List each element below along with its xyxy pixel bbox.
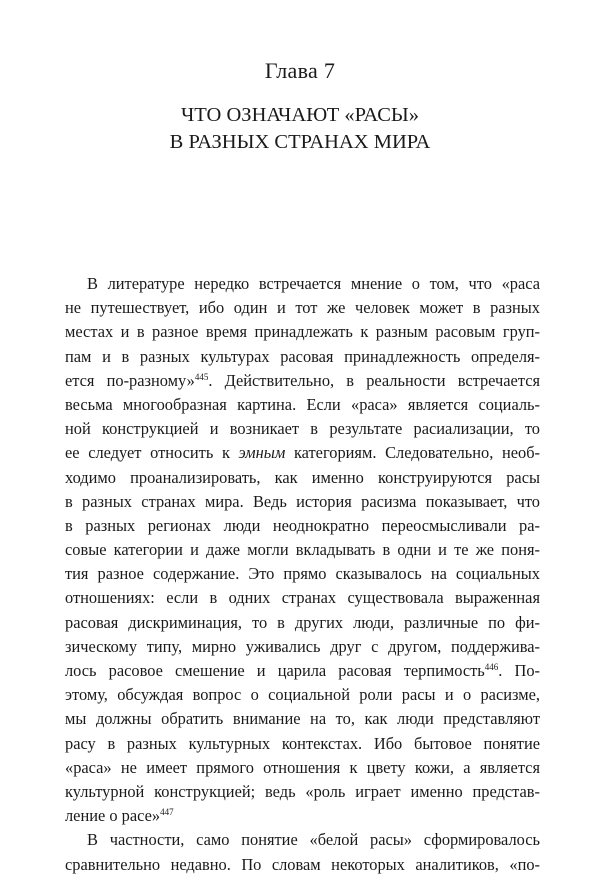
text-line: ходимо проанализировать, как именно конструируются расы	[65, 467, 540, 487]
text-line: совые категории и даже могли вкладывать в одни и те же поня-	[65, 540, 540, 560]
footnote-ref-446[interactable]: 446	[484, 662, 499, 672]
text-line: в разных странах мира. Ведь история расизма показывает, что	[65, 491, 540, 511]
text-line: местах и в разное время принадлежать к разным расовым груп-	[65, 322, 540, 342]
text-line	[65, 659, 540, 683]
text-line	[65, 441, 540, 465]
chapter-number: Глава 7	[264, 58, 336, 83]
text-segment: категориям. Следовательно, необ-	[285, 443, 540, 463]
text-segment: . Действительно, в реальности встречается	[208, 370, 541, 390]
text-line: весьма многообразная картина. Если «раса» является социаль-	[65, 394, 540, 414]
text-line: отношениях: если в одних странах существовала выраженная	[65, 588, 540, 608]
text-line: ной конструкцией и возникает в результате расиализации, то	[65, 419, 540, 439]
text-line	[65, 804, 540, 828]
text-line: не путешествует, ибо один и тот же человек может в разных	[65, 298, 540, 318]
text-line: пам и в разных культурах расовая принадлежность определя-	[65, 346, 540, 366]
text-line: в разных регионах люди неоднократно переосмысливали ра-	[65, 515, 540, 535]
footnote-ref-447[interactable]: 447	[160, 807, 174, 818]
footnote-ref-445[interactable]: 445	[194, 371, 209, 382]
text-line: сравнительно недавно. По словам некоторых аналитиков, «по-	[65, 854, 540, 874]
text-line: мы должны обратить внимание на то, как люди представляют	[65, 709, 540, 729]
text-line: расовая дискриминация, то в других люди, различные по фи-	[65, 612, 540, 632]
text-segment: . По-	[498, 661, 541, 680]
emphasis-term: эмным	[238, 443, 286, 463]
text-line: культурной конструкцией; ведь «роль играет именно представ-	[65, 781, 540, 801]
chapter-title-line: В РАЗНЫХ СТРАНАХ МИРА	[169, 131, 431, 153]
chapter-title-line: ЧТО ОЗНАЧАЮТ «РАСЫ»	[180, 104, 420, 126]
chapter-title	[0, 102, 600, 156]
text-line: В частности, само понятие «белой расы» сформировалось	[87, 830, 540, 850]
text-line: В литературе нередко встречается мнение о том, что «раса	[87, 274, 540, 293]
body-text	[65, 272, 540, 877]
text-segment: лось расовое смешение и царила расовая терпимость	[65, 661, 485, 680]
text-line: «раса» не имеет прямого отношения к цвету кожи, а является	[65, 757, 540, 777]
text-line: расу в разных культурных контекстах. Ибо бытовое понятие	[65, 733, 540, 753]
text-line: тия разное содержание. Это прямо сказывалось на социальных	[65, 564, 540, 584]
text-line: этому, обсуждая вопрос о социальной роли расы и о расизме,	[65, 685, 540, 705]
text-segment: ее следует относить к	[65, 443, 239, 463]
text-line	[65, 369, 540, 393]
text-segment: ление о расе»	[65, 806, 161, 826]
text-segment: ется по-разному»	[65, 370, 195, 390]
text-line: зическому типу, мирно уживались друг с другом, поддержива-	[65, 636, 540, 656]
